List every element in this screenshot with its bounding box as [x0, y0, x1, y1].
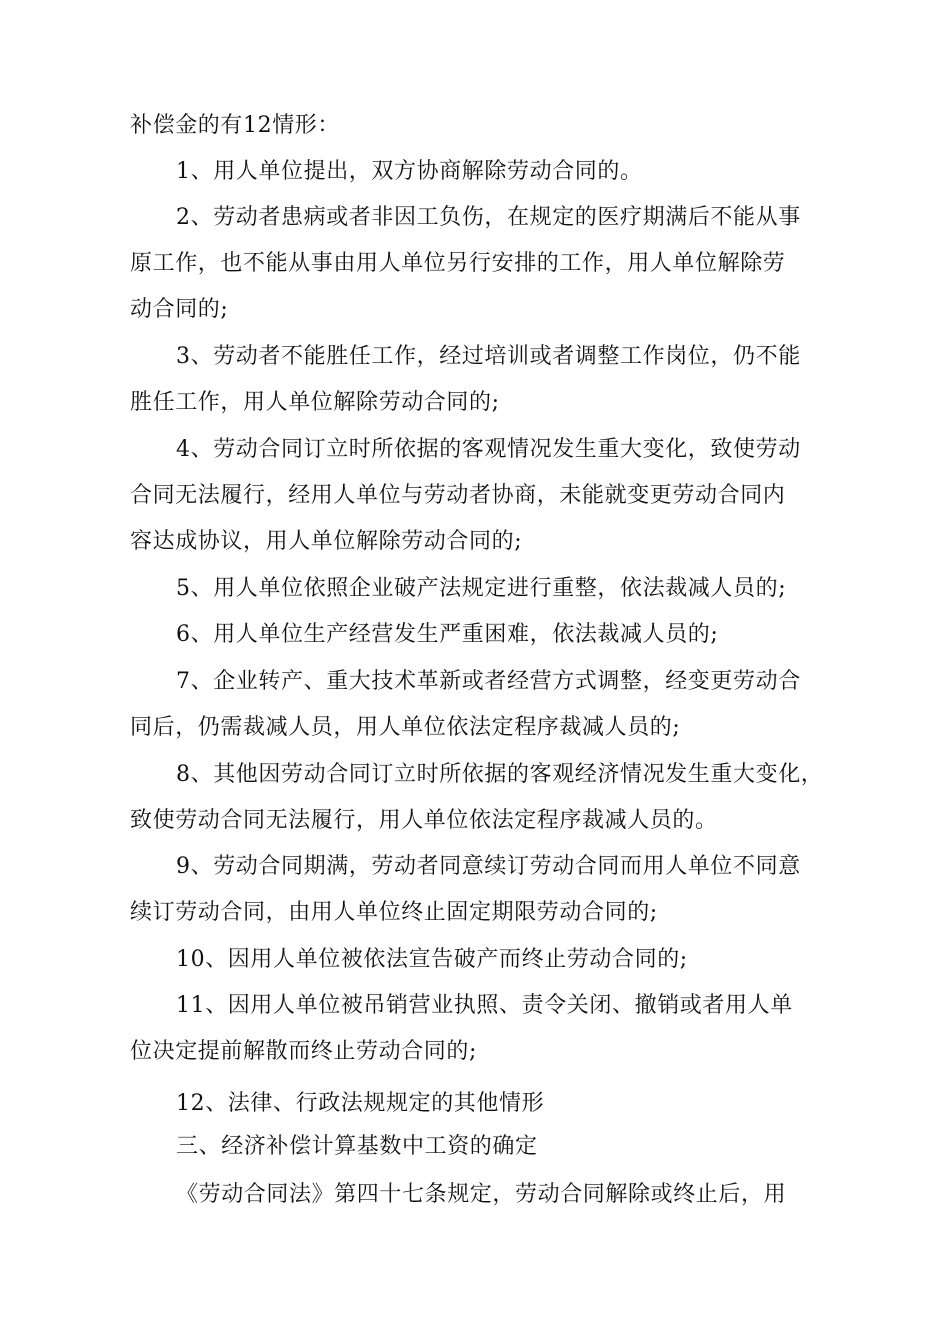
text-line: 4、劳动合同订立时所依据的客观情况发生重大变化，致使劳动	[176, 437, 801, 462]
text-line: 《劳动合同法》第四十七条规定，劳动合同解除或终止后，用	[176, 1182, 787, 1207]
text-line: 动合同的;	[130, 297, 229, 322]
text-line: 1、用人单位提出，双方协商解除劳动合同的。	[176, 159, 643, 184]
text-line: 胜任工作，用人单位解除劳动合同的;	[130, 390, 500, 415]
text-line: 8、其他因劳动合同订立时所依据的客观经济情况发生重大变化，	[176, 762, 824, 787]
text-line: 5、用人单位依照企业破产法规定进行重整，依法裁减人员的;	[176, 576, 787, 601]
text-line: 合同无法履行，经用人单位与劳动者协商，未能就变更劳动合同内	[130, 483, 786, 508]
text-line: 7、企业转产、重大技术革新或者经营方式调整，经变更劳动合	[176, 669, 801, 694]
text-line: 12、法律、行政法规规定的其他情形	[176, 1091, 545, 1116]
section-heading: 三、经济补偿计算基数中工资的确定	[176, 1134, 538, 1159]
text-line: 9、劳动合同期满，劳动者同意续订劳动合同而用人单位不同意	[176, 854, 801, 879]
text-line: 续订劳动合同，由用人单位终止固定期限劳动合同的;	[130, 900, 658, 925]
text-line: 3、劳动者不能胜任工作，经过培训或者调整工作岗位，仍不能	[176, 344, 801, 369]
text-line: 补偿金的有12情形：	[130, 113, 340, 138]
text-line: 6、用人单位生产经营发生严重困难，依法裁减人员的;	[176, 622, 719, 647]
text-line: 位决定提前解散而终止劳动合同的;	[130, 1039, 478, 1064]
text-line: 原工作，也不能从事由用人单位另行安排的工作，用人单位解除劳	[130, 251, 786, 276]
text-line: 11、因用人单位被吊销营业执照、责令关闭、撤销或者用人单	[176, 993, 793, 1018]
text-line: 10、因用人单位被依法宣告破产而终止劳动合同的;	[176, 947, 688, 972]
text-line: 同后，仍需裁减人员，用人单位依法定程序裁减人员的;	[130, 715, 681, 740]
text-line: 致使劳动合同无法履行，用人单位依法定程序裁减人员的。	[130, 808, 718, 833]
text-line: 2、劳动者患病或者非因工负伤，在规定的医疗期满后不能从事	[176, 205, 801, 230]
text-line: 容达成协议，用人单位解除劳动合同的;	[130, 529, 523, 554]
